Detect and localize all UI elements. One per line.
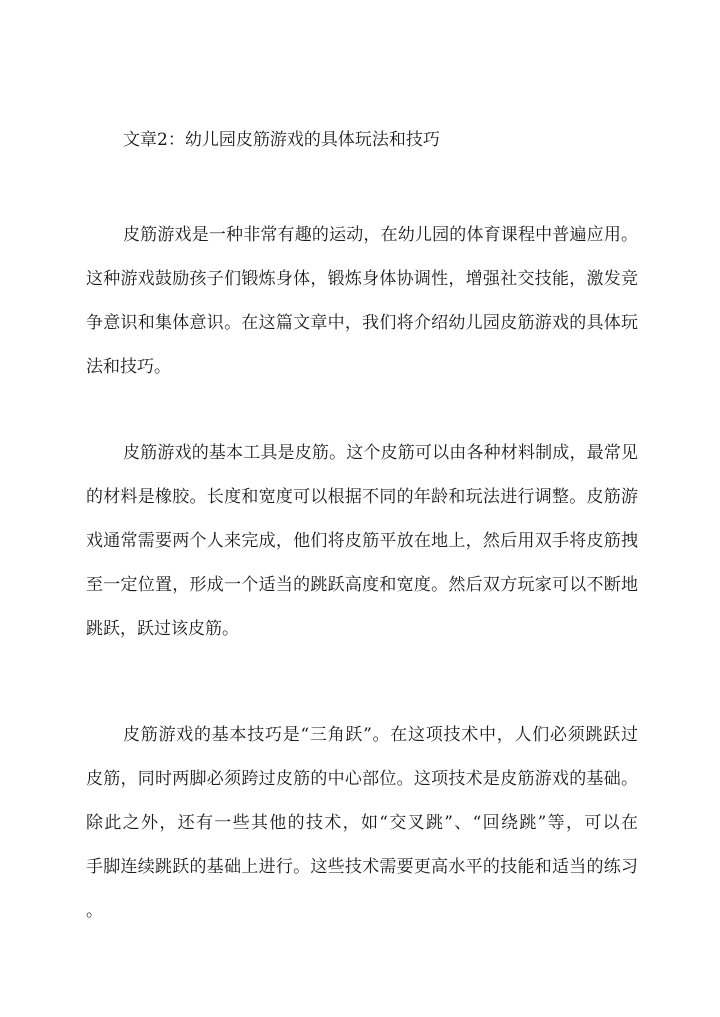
document-title: 文章2：幼儿园皮筋游戏的具体玩法和技巧 [123,130,440,150]
paragraph-line: 手脚连续跳跃的基础上进行。这些技术需要更高水平的技能和适当的练习 [86,857,638,877]
paragraph-line: 皮筋游戏是一种非常有趣的运动，在幼儿园的体育课程中普遍应用。 [123,225,638,245]
paragraph-line: 除此之外，还有一些其他的技术，如“交叉跳”、“回绕跳”等，可以在 [86,813,638,833]
paragraph-line: 皮筋游戏的基本工具是皮筋。这个皮筋可以由各种材料制成，最常见 [123,443,638,463]
paragraph-tools [86,431,638,651]
paragraph-line: 戏通常需要两个人来完成，他们将皮筋平放在地上，然后用双手将皮筋拽 [86,531,638,551]
paragraph-line: 皮筋，同时两脚必须跨过皮筋的中心部位。这项技术是皮筋游戏的基础。 [86,769,638,789]
paragraph-line: 争意识和集体意识。在这篇文章中，我们将介绍幼儿园皮筋游戏的具体玩 [86,313,638,333]
paragraph-line: 的材料是橡胶。长度和宽度可以根据不同的年龄和玩法进行调整。皮筋游 [86,487,638,507]
paragraph-line: 皮筋游戏的基本技巧是“三角跃”。在这项技术中，人们必须跳跃过 [123,725,638,745]
paragraph-line: 至一定位置，形成一个适当的跳跃高度和宽度。然后双方玩家可以不断地 [86,575,638,595]
paragraph-line: 这种游戏鼓励孩子们锻炼身体，锻炼身体协调性，增强社交技能，激发竞 [86,269,638,289]
paragraph-techniques [86,713,638,933]
paragraph-line: 。 [86,901,103,921]
paragraph-intro [86,213,638,389]
paragraph-line: 跳跃，跃过该皮筋。 [86,619,239,639]
paragraph-line: 法和技巧。 [86,357,171,377]
